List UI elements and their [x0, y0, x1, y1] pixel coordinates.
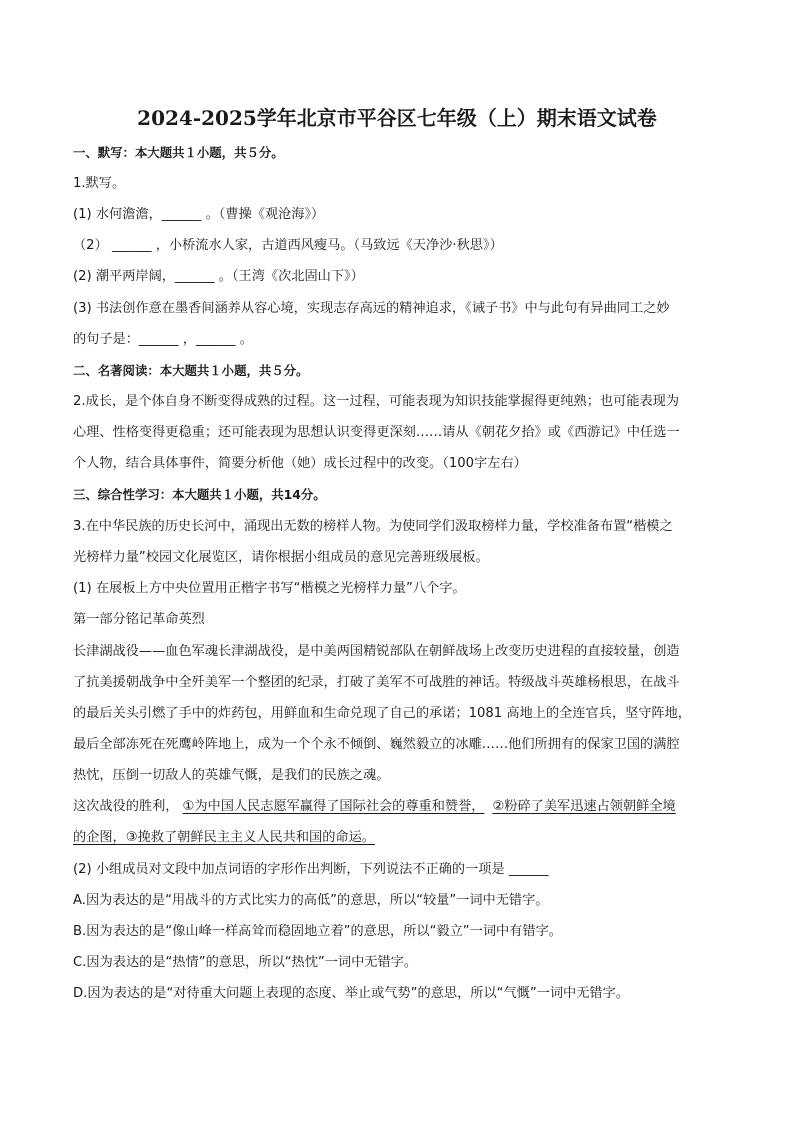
part1-heading: 第一部分铭记革命英烈 — [73, 612, 205, 627]
victory-line-2 — [73, 828, 723, 848]
underlined-phrase-2-end: 的企图， — [73, 830, 126, 845]
q1-stem: 1.默写。 — [73, 176, 126, 191]
reading-line-4: 最后全部冻死在死鹰岭阵地上，成为一个个永不倾倒、巍然毅立的冰雕……他们所拥有的保家卫国的满腔 — [73, 737, 680, 752]
underlined-phrase-3: ③挽救了朝鲜民主主义人民共和国的命运。 — [125, 830, 375, 845]
q1-line-4b: 的句子是：______ ，______ 。 — [73, 332, 253, 347]
q1-line-3: (2) 潮平两岸阔，______ 。（王湾《次北固山下》） — [73, 269, 364, 284]
reading-line-3: 的最后关头引燃了手中的炸药包，用鲜血和生命兑现了自己的承诺；1081 高地上的全连官兵，坚守阵地， — [73, 706, 691, 721]
q3-line-1: 3.在中华民族的历史长河中，涌现出无数的榜样人物。为使同学们汲取榜样力量，学校准备布置“楷模之 — [73, 519, 673, 534]
q3-line-2: 光榜样力量”校园文化展览区，请你根据小组成员的意见完善班级展板。 — [73, 550, 489, 565]
q2-line-3: 个人物，结合具体事件，简要分析他（她）成长过程中的改变。（100字左右） — [73, 456, 527, 471]
q1-line-4a: (3) 书法创作意在墨香间涵养从容心境，实现志存高远的精神追求，《诫子书》中与此句有异曲同工之妙 — [73, 301, 670, 316]
reading-line-1: 长津湖战役——血色军魂长津湖战役，是中美两国精锐部队在朝鲜战场上改变历史进程的直接较量，创造 — [73, 644, 680, 659]
underlined-phrase-2: ②粉碎了美军迅速占领朝鲜全境 — [492, 799, 676, 814]
q3-sub1: (1) 在展板上方中央位置用正楷字书写“楷模之光榜样力量”八个字。 — [73, 581, 466, 596]
underlined-phrase-1: ①为中国人民志愿军赢得了国际社会的尊重和赞誉， — [182, 799, 485, 814]
q1-line-1: (1) 水何澹澹，______ 。（曹操《观沧海》） — [73, 207, 325, 222]
section1-heading: 一、默写：本大题共１小题，共５分。 — [73, 145, 284, 160]
option-a: A.因为表达的是“用战斗的方式比实力的高低”的意思，所以“较量”一词中无错字。 — [73, 893, 549, 908]
option-b: B.因为表达的是“像山峰一样高耸而稳固地立着”的意思，所以“毅立”一词中有错字。 — [73, 924, 562, 939]
victory-line-1 — [73, 797, 723, 817]
q3-sub2: (2) 小组成员对文段中加点词语的字形作出判断，下列说法不正确的一项是 ______ — [73, 862, 549, 877]
q2-line-2: 心理、性格变得更稳重；还可能表现为思想认识变得更深刻……请从《朝花夕拾》或《西游记》中任选一 — [73, 425, 680, 440]
option-c: C.因为表达的是“热情”的意思，所以“热忱”一词中无错字。 — [73, 955, 418, 970]
q1-line-2: （2） ______ ，小桥流水人家，古道西风瘦马。（马致远《天净沙·秋思》） — [73, 238, 503, 253]
reading-line-5: 热忱，压倒一切敌人的英雄气慨，是我们的民族之魂。 — [73, 768, 390, 783]
section3-heading: 三、综合性学习：本大题共１小题，共14分。 — [73, 487, 326, 502]
page-title: 2024-2025学年北京市平谷区七年级（上）期末语文试卷 — [137, 106, 657, 130]
victory-intro: 这次战役的胜利， — [73, 799, 179, 814]
q2-line-1: 2.成长，是个体自身不断变得成熟的过程。这一过程，可能表现为知识技能掌握得更纯熟；也可能表现为 — [73, 394, 680, 409]
option-d: D.因为表达的是“对待重大问题上表现的态度、举止或气势”的意思，所以“气慨”一词中无错字。 — [73, 986, 629, 1001]
section2-heading: 二、名著阅读：本大题共１小题，共５分。 — [73, 363, 309, 378]
reading-line-2: 了抗美援朝战争中全歼美军一个整团的纪录，打破了美军不可战胜的神话。特级战斗英雄杨根思，在战斗 — [73, 675, 680, 690]
